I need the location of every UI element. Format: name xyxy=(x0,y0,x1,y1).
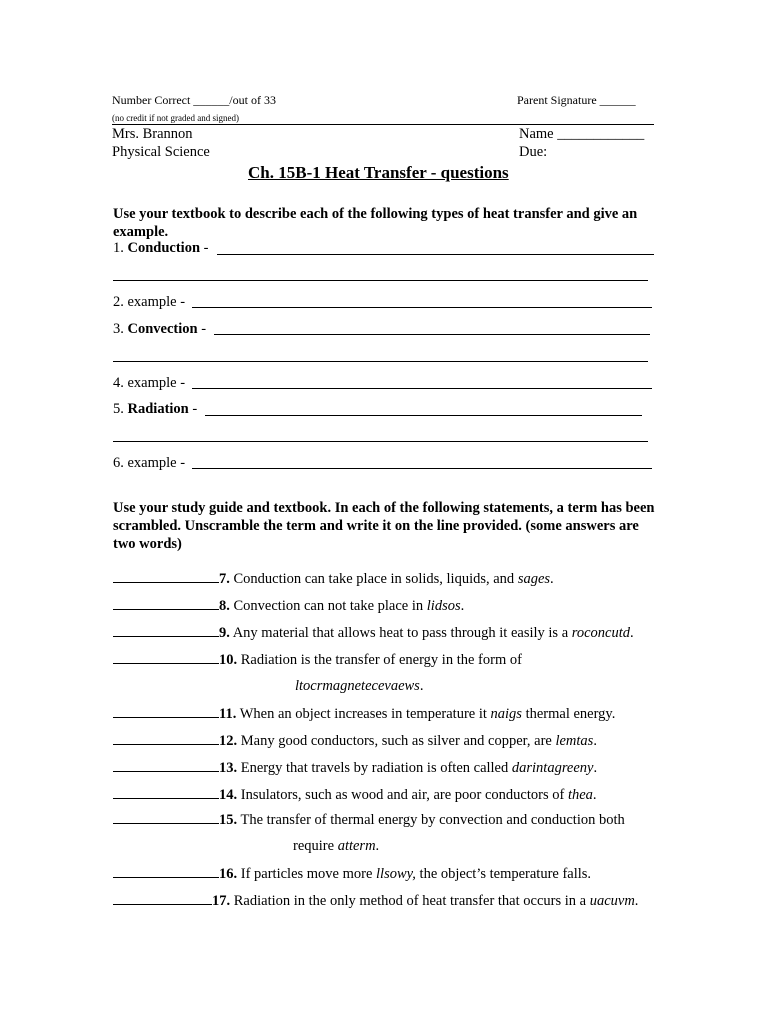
number-correct-label: Number Correct ______/out of 33 xyxy=(112,93,276,107)
parent-signature-label: Parent Signature ______ xyxy=(517,93,636,107)
item-5-answer-line-2[interactable] xyxy=(113,441,648,442)
item-11-answer-blank[interactable] xyxy=(113,705,219,718)
item-6-label: 6. example - xyxy=(113,455,186,471)
item-8-row: 8. Convection can not take place in lidsos. xyxy=(113,597,464,615)
item-8-answer-blank[interactable] xyxy=(113,597,219,610)
item-9-answer-blank[interactable] xyxy=(113,624,219,637)
item-10-continuation: ltocrmagnetecevaews. xyxy=(295,678,424,694)
item-9-row: 9. Any material that allows heat to pass through it easily is a roconcutd. xyxy=(113,624,634,642)
item-15-answer-blank[interactable] xyxy=(113,811,219,824)
item-16-answer-blank[interactable] xyxy=(113,865,219,878)
section2-instructions: Use your study guide and textbook. In each of the following statements, a term has been scrambled. Unscramble the term and write it on the line provided. (some answers are two words) xyxy=(113,500,655,552)
student-name-field[interactable]: Name ____________ xyxy=(519,126,645,142)
item-2-answer-line[interactable] xyxy=(192,307,652,308)
item-1-label: 1. Conduction - xyxy=(113,240,209,256)
item-14-answer-blank[interactable] xyxy=(113,786,219,799)
item-16-row: 16. If particles move more llsowy, the object’s temperature falls. xyxy=(113,865,591,883)
item-3-answer-line-2[interactable] xyxy=(113,361,648,362)
item-5-label: 5. Radiation - xyxy=(113,401,198,417)
item-7-answer-blank[interactable] xyxy=(113,570,219,583)
teacher-name: Mrs. Brannon xyxy=(112,126,193,142)
item-12-row: 12. Many good conductors, such as silver and copper, are lemtas. xyxy=(113,732,597,750)
item-17-row: 17. Radiation in the only method of heat transfer that occurs in a uacuvm. xyxy=(113,892,638,910)
item-3-answer-line[interactable] xyxy=(214,334,650,335)
item-7-row: 7. Conduction can take place in solids, liquids, and sages. xyxy=(113,570,554,588)
item-10-row: 10. Radiation is the transfer of energy in the form of xyxy=(113,651,522,669)
page-title: Ch. 15B-1 Heat Transfer - questions xyxy=(248,163,509,182)
item-5-answer-line[interactable] xyxy=(205,415,642,416)
item-15-row: 15. The transfer of thermal energy by convection and conduction both xyxy=(113,811,625,829)
no-credit-note: (no credit if not graded and signed) xyxy=(112,113,239,123)
item-4-answer-line[interactable] xyxy=(192,388,652,389)
item-3-label: 3. Convection - xyxy=(113,321,207,337)
section1-instructions: Use your textbook to describe each of the following types of heat transfer and give an example. xyxy=(113,206,638,240)
item-10-answer-blank[interactable] xyxy=(113,651,219,664)
item-13-row: 13. Energy that travels by radiation is often called darintagreeny. xyxy=(113,759,597,777)
item-4-label: 4. example - xyxy=(113,375,186,391)
item-6-answer-line[interactable] xyxy=(192,468,652,469)
item-17-answer-blank[interactable] xyxy=(113,892,212,905)
item-15-continuation: require atterm. xyxy=(293,838,380,854)
header-rule xyxy=(112,124,654,125)
subject-label: Physical Science xyxy=(112,144,210,160)
item-2-label: 2. example - xyxy=(113,294,186,310)
item-12-answer-blank[interactable] xyxy=(113,732,219,745)
item-1-answer-line[interactable] xyxy=(217,254,654,255)
item-11-row: 11. When an object increases in temperature it naigs thermal energy. xyxy=(113,705,615,723)
item-14-row: 14. Insulators, such as wood and air, are poor conductors of thea. xyxy=(113,786,597,804)
item-13-answer-blank[interactable] xyxy=(113,759,219,772)
due-label: Due: xyxy=(519,144,548,160)
item-1-answer-line-2[interactable] xyxy=(113,280,648,281)
